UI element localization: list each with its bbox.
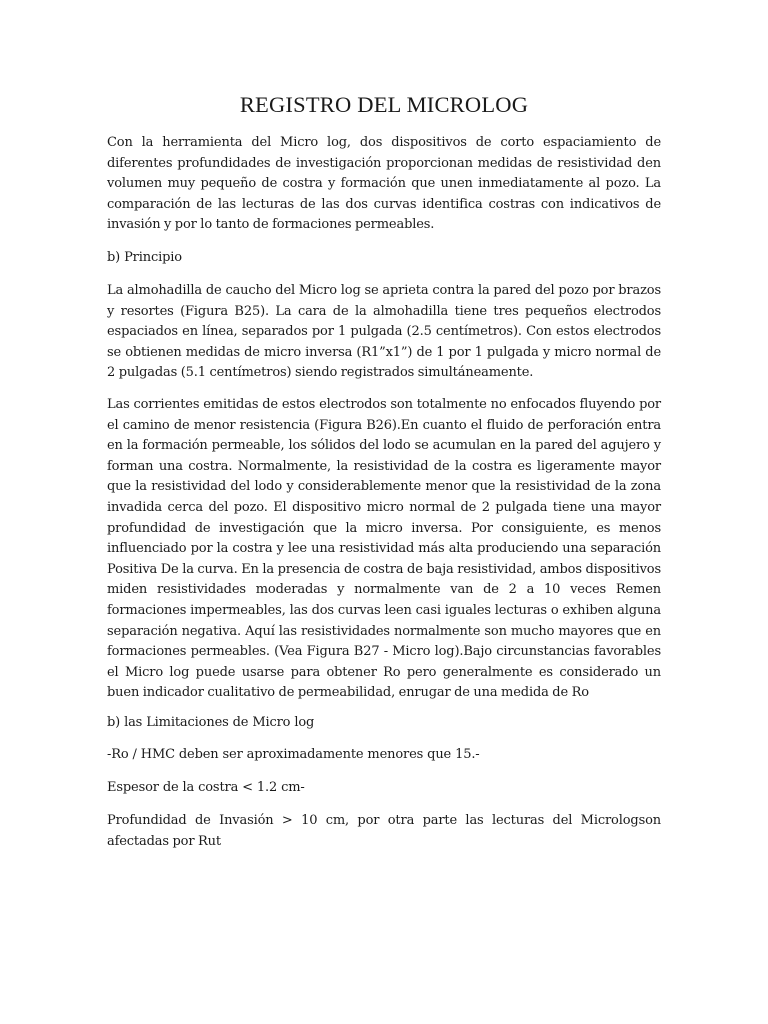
intro-paragraph: Con la herramienta del Micro log, dos dispositivos de corto espaciamiento de diferentes profundidades de investigación proporcionan medidas de resistividad den volumen muy pequeño de costra y formación que unen inmediatamente al pozo. La comparación de las lecturas de las dos curvas identifica costras con indicativos de invasión y por lo tanto de formaciones permeables. bbox=[107, 135, 661, 233]
document-title: REGISTRO DEL MICROLOG bbox=[239, 92, 529, 117]
limitacion-item-1: -Ro / HMC deben ser aproximadamente menores que 15.- bbox=[107, 747, 480, 762]
limitacion-item-2: Espesor de la costra < 1.2 cm- bbox=[107, 780, 305, 795]
principio-paragraph-1: La almohadilla de caucho del Micro log se aprieta contra la pared del pozo por brazos y resortes (Figura B25). La cara de la almohadilla tiene tres pequeños electrodos espaciados en línea, separados por 1 pulgada (2.5 centímetros). Con estos electrodos se obtienen medidas de micro inversa (R1”x1”) de 1 por 1 pulgada y micro normal de 2 pulgadas (5.1 centímetros) siendo registrados simultáneamente. bbox=[107, 283, 661, 381]
principio-heading: b) Principio bbox=[107, 250, 182, 265]
limitacion-item-3: Profundidad de Invasión > 10 cm, por otra parte las lecturas del Micrologson afectadas por Rut bbox=[107, 813, 661, 849]
principio-paragraph-2: Las corrientes emitidas de estos electrodos son totalmente no enfocados fluyendo por el camino de menor resistencia (Figura B26).En cuanto el fluido de perforación entra en la formación permeable, los sólidos del lodo se acumulan en la pared del agujero y forman una costra. Normalmente, la resistividad de la costra es ligeramente mayor que la resistividad del lodo y considerablemente menor que la resistividad de la zona invadida cerca del pozo. El dispositivo micro normal de 2 pulgada tiene una mayor profundidad de investigación que la micro inversa. Por consiguiente, es menos influenciado por la costra y lee una resistividad más alta produciendo una separación Positiva De la curva. En la presencia de costra de baja resistividad, ambos dispositivos miden resistividades moderadas y normalmente van de 2 a 10 veces Remen formaciones impermeables, las dos curvas leen casi iguales lecturas o exhiben alguna separación negativa. Aquí las resistividades normalmente son mucho mayores que en formaciones permeables. (Vea Figura B27 - Micro log).Bajo circunstancias favorables el Micro log puede usarse para obtener Ro pero generalmente es considerado un buen indicador cualitativo de permeabilidad, enrugar de una medida de Ro bbox=[107, 397, 661, 701]
limitaciones-heading: b) las Limitaciones de Micro log bbox=[107, 715, 315, 730]
